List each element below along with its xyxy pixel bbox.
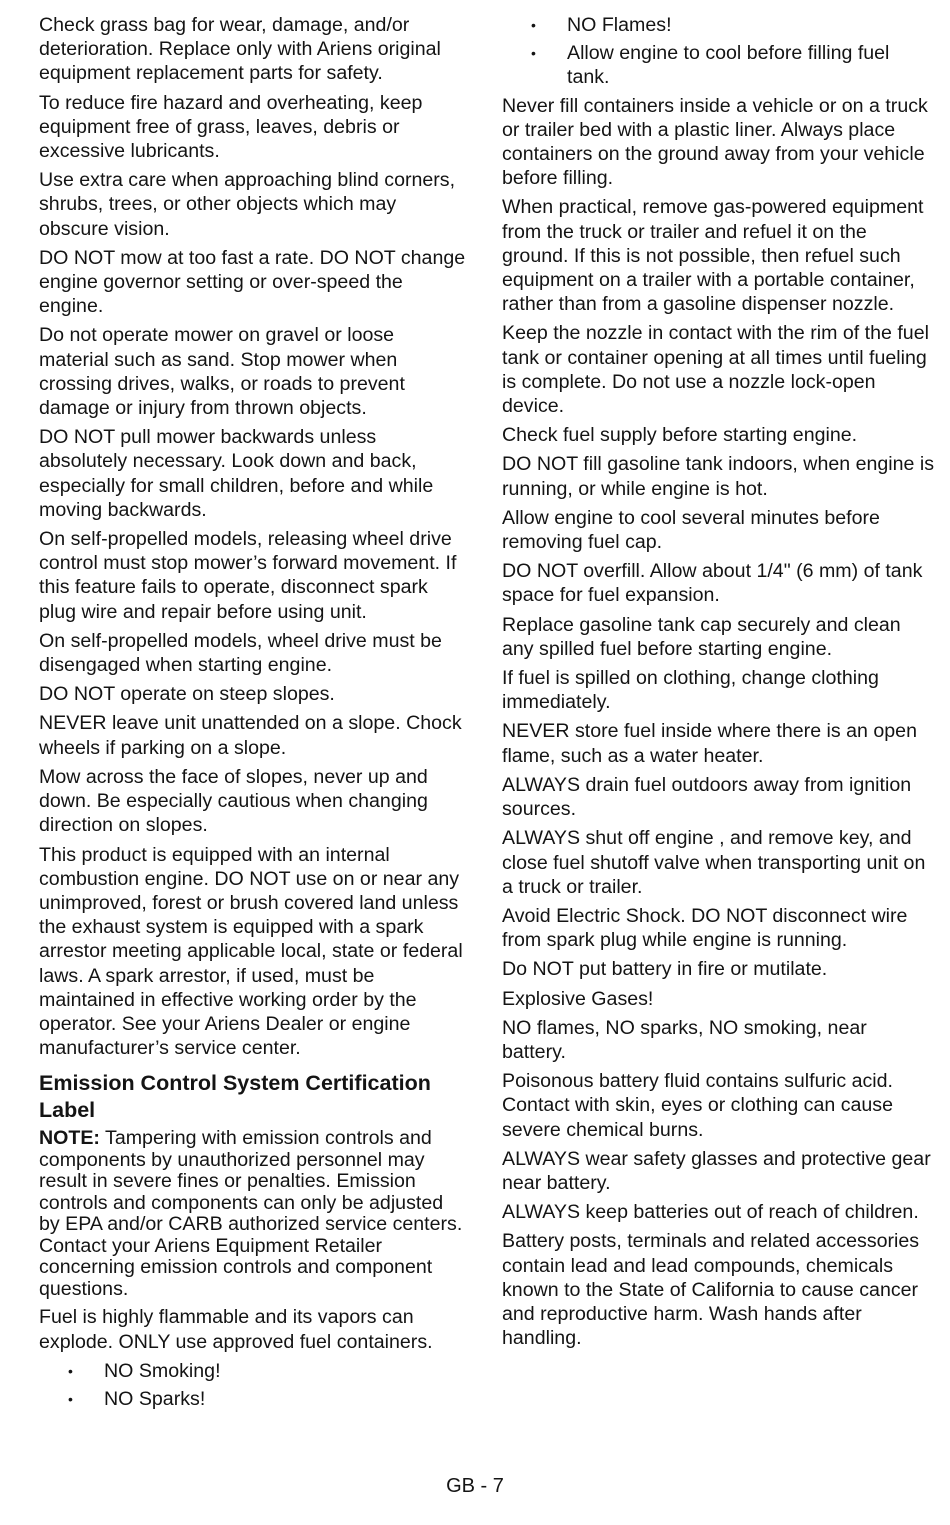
safety-paragraph: This product is equipped with an internal combustion engine. DO NOT use on or near any unimproved, forest or brush covered land unless the exhaust system is equipped with a spark arrestor meeting applicable local, state or federal laws. A spark arrestor, if used, must be maintained in effective working order by the operator. See your Ariens Dealer or engine manufacturer’s service center. — [39, 843, 463, 1060]
fuel-warning-paragraph: Fuel is highly flammable and its vapors can explode. ONLY use approved fuel containers. — [39, 1306, 433, 1353]
safety-paragraph: On self-propelled models, wheel drive must be disengaged when starting engine. — [39, 629, 442, 677]
safety-paragraph: Use extra care when approaching blind corners, shrubs, trees, or other objects which may obscure vision. — [39, 169, 456, 240]
safety-paragraph: Check fuel supply before starting engine. — [502, 424, 858, 447]
safety-paragraph: ALWAYS wear safety glasses and protective gear near battery. — [502, 1147, 931, 1194]
note-label: NOTE: — [39, 1127, 100, 1150]
safety-paragraph: When practical, remove gas-powered equipment from the truck or trailer and refuel it on the ground. If this is not possible, then refuel such equipment on a trailer with a portable container, rather than from a gasoline dispenser nozzle. — [502, 196, 924, 316]
right-column — [502, 13, 934, 1355]
list-item — [502, 41, 934, 89]
list-item-text: NO Sparks! — [104, 1387, 206, 1410]
safety-paragraph: Do not operate mower on gravel or loose material such as sand. Stop mower when crossing drives, walks, or roads to prevent damage or injury from thrown objects. — [39, 324, 405, 420]
safety-paragraph: Explosive Gases! — [502, 987, 654, 1010]
safety-paragraph: Never fill containers inside a vehicle or on a truck or trailer bed with a plastic liner. Always place containers on the ground away from your vehicle before filling. — [502, 94, 928, 190]
safety-paragraph: Battery posts, terminals and related accessories contain lead and lead compounds, chemicals known to the State of California to cause cancer and reproductive harm. Wash hands after handling. — [502, 1230, 920, 1350]
left-column — [39, 13, 467, 1415]
list-item-text: NO Flames! — [567, 14, 672, 36]
list-item — [39, 1387, 467, 1411]
fuel-warning-list — [39, 1359, 467, 1411]
note-paragraph — [39, 1128, 467, 1300]
page-number: GB - 7 — [446, 1475, 504, 1497]
safety-paragraph: ALWAYS keep batteries out of reach of children. — [502, 1201, 919, 1224]
safety-paragraph: ALWAYS drain fuel outdoors away from ignition sources. — [502, 773, 912, 821]
fuel-warning-list-continued — [502, 13, 934, 90]
safety-paragraph: Mow across the face of slopes, never up and down. Be especially cautious when changing direction on slopes. — [39, 765, 428, 837]
list-item-text: NO Smoking! — [104, 1359, 221, 1382]
safety-paragraph: If fuel is spilled on clothing, change clothing immediately. — [502, 667, 879, 714]
bullet-icon: • — [68, 1362, 73, 1379]
safety-paragraph: Poisonous battery fluid contains sulfuric acid. Contact with skin, eyes or clothing can cause severe chemical burns. — [502, 1070, 893, 1141]
safety-paragraph: DO NOT fill gasoline tank indoors, when engine is running, or while engine is hot. — [502, 453, 935, 500]
safety-paragraph: Replace gasoline tank cap securely and clean any spilled fuel before starting engine. — [502, 613, 901, 660]
bullet-icon: • — [68, 1390, 73, 1407]
bullet-icon: • — [531, 17, 536, 33]
note-text: Tampering with emission controls and components by unauthorized personnel may result in severe fines or penalties. Emission controls and components can only be adjusted by EPA and/or CARB authorized service centers. Contact your Ariens Equipment Retailer concerning emission controls and component questions. — [39, 1127, 463, 1300]
safety-paragraph: Allow engine to cool several minutes before removing fuel cap. — [502, 506, 880, 554]
safety-paragraph: NEVER leave unit unattended on a slope. Chock wheels if parking on a slope. — [39, 712, 462, 759]
section-heading: Emission Control System Certification Label — [39, 1071, 431, 1123]
safety-paragraph: To reduce fire hazard and overheating, keep equipment free of grass, leaves, debris or excessive lubricants. — [39, 91, 423, 163]
list-item — [502, 13, 934, 37]
safety-paragraph: DO NOT pull mower backwards unless absolutely necessary. Look down and back, especially for small children, before and while moving backwards. — [39, 426, 434, 521]
bullet-icon: • — [531, 45, 536, 62]
safety-paragraph: DO NOT mow at too fast a rate. DO NOT change engine governor setting or over-speed the engine. — [39, 246, 466, 318]
list-item — [39, 1359, 467, 1383]
safety-paragraph: Check grass bag for wear, damage, and/or deterioration. Replace only with Ariens original equipment replacement parts for safety. — [39, 14, 441, 85]
safety-paragraph: DO NOT operate on steep slopes. — [39, 683, 335, 706]
safety-paragraph: NEVER store fuel inside where there is an open flame, such as a water heater. — [502, 720, 917, 767]
safety-paragraph: Do NOT put battery in fire or mutilate. — [502, 958, 828, 981]
safety-paragraph: On self-propelled models, releasing wheel drive control must stop mower’s forward movement. If this feature fails to operate, disconnect spark plug wire and repair before using unit. — [39, 528, 457, 623]
safety-paragraph: Avoid Electric Shock. DO NOT disconnect wire from spark plug while engine is running. — [502, 904, 908, 952]
safety-paragraph: Keep the nozzle in contact with the rim of the fuel tank or container opening at all times until fueling is complete. Do not use a nozzle lock-open device. — [502, 322, 929, 418]
list-item-text: Allow engine to cool before filling fuel tank. — [567, 42, 890, 89]
safety-paragraph: NO flames, NO sparks, NO smoking, near battery. — [502, 1016, 867, 1063]
safety-paragraph: ALWAYS shut off engine , and remove key, and close fuel shutoff valve when transporting unit on a truck or trailer. — [502, 827, 926, 898]
safety-paragraph: DO NOT overfill. Allow about 1/4" (6 mm) of tank space for fuel expansion. — [502, 560, 923, 607]
